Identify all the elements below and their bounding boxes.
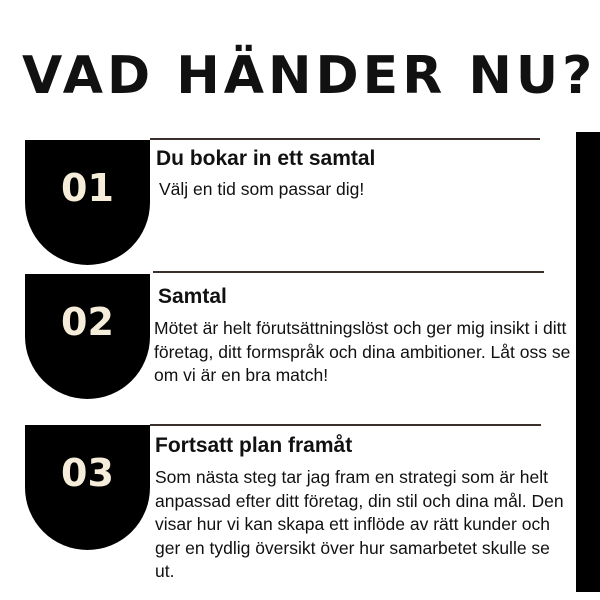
page-title: VAD HÄNDER NU? bbox=[22, 46, 597, 106]
step-1-heading: Du bokar in ett samtal bbox=[156, 147, 376, 170]
step-3-text: Som nästa steg tar jag fram en strategi som är helt anpassad efter ditt företag, din stil och dina mål. Den visar hur vi kan skapa ett inflöde av rätt kunder och ger en tydlig översikt över hur samarbetet skulle se ut. bbox=[155, 467, 564, 581]
step-3-badge bbox=[25, 425, 150, 550]
step-2-number: 02 bbox=[61, 300, 114, 344]
step-2-heading: Samtal bbox=[158, 285, 227, 308]
step-1 bbox=[0, 140, 576, 270]
step-1-number: 01 bbox=[61, 166, 114, 210]
step-2 bbox=[0, 274, 576, 404]
step-2-text: Mötet är helt förutsättningslöst och ger mig insikt i ditt företag, ditt formspråk och dina ambitioner. Låt oss se om vi är en bra match! bbox=[154, 318, 571, 385]
step-1-text: Välj en tid som passar dig! bbox=[159, 179, 365, 199]
step-2-divider bbox=[153, 271, 544, 273]
step-2-badge bbox=[25, 274, 150, 399]
step-3-divider bbox=[150, 424, 541, 426]
step-3 bbox=[0, 425, 576, 581]
side-accent-bar bbox=[576, 132, 600, 592]
step-3-heading: Fortsatt plan framåt bbox=[155, 434, 353, 457]
step-1-badge bbox=[25, 140, 150, 265]
step-3-number: 03 bbox=[61, 451, 114, 495]
step-1-divider bbox=[150, 138, 540, 140]
